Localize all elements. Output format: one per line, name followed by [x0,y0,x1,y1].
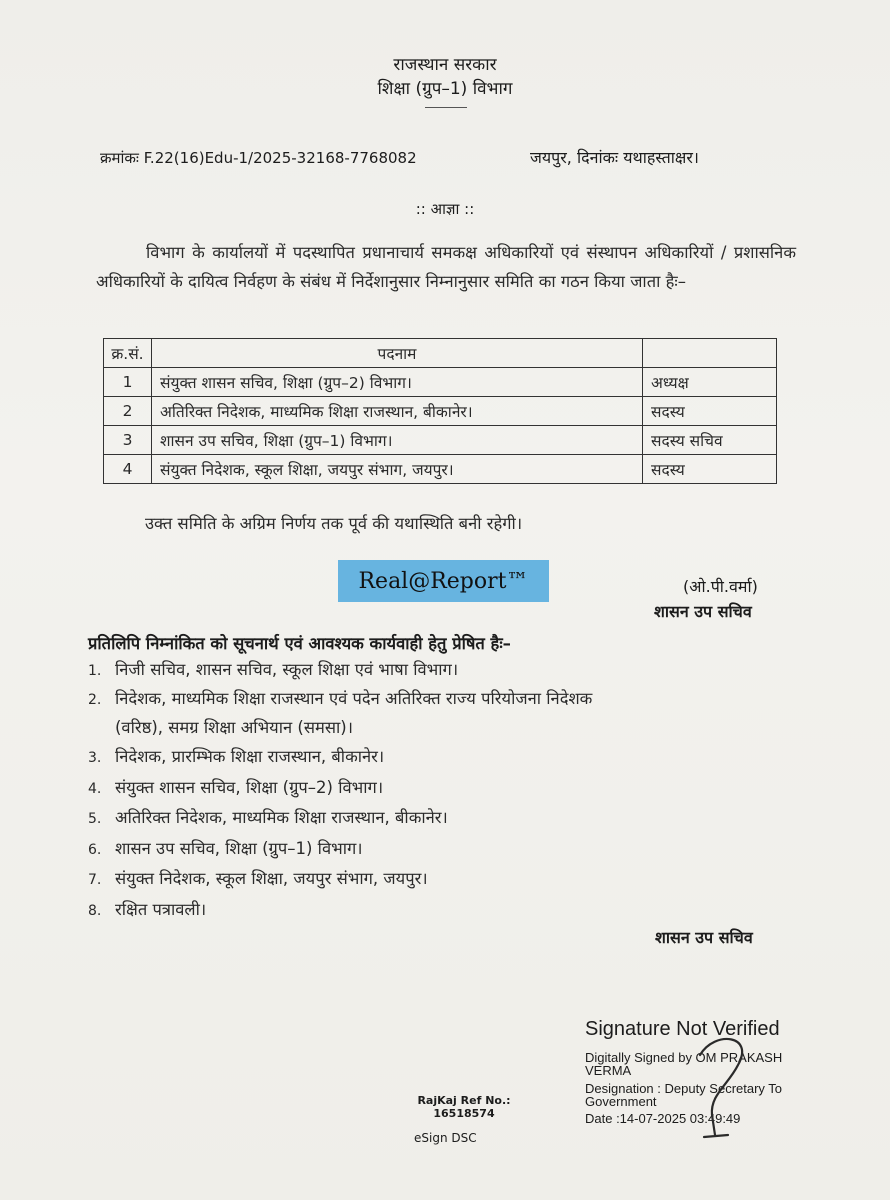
list-item-number: 3. [88,750,102,766]
government-heading: राजस्थान सरकार [393,55,497,75]
row-sno: 4 [104,455,152,484]
row-role: सदस्य सचिव [643,426,777,455]
row-sno: 3 [104,426,152,455]
reference-number [100,148,417,168]
row-designation: संयुक्त शासन सचिव, शिक्षा (ग्रुप–2) विभाग। [152,368,643,397]
list-item-text: निदेशक, प्रारम्भिक शिक्षा राजस्थान, बीकानेर। [115,747,385,766]
list-item [88,775,383,798]
list-item-number: 1. [88,663,102,679]
list-item-number: 5. [88,811,102,827]
department-heading: शिक्षा (ग्रुप–1) विभाग [377,79,513,99]
rajkaj-reference [404,1094,524,1120]
list-item-text: अतिरिक्त निदेशक, माध्यमिक शिक्षा राजस्थान, बीकानेर। [115,808,448,827]
row-sno: 1 [104,368,152,397]
footer-designation: शासन उप सचिव [655,928,753,947]
list-item-continuation: (वरिष्ठ), समग्र शिक्षा अभियान (समसा)। [115,718,353,737]
signature-detail-line: Digitally Signed by OM PRAKASH [585,1050,783,1065]
list-item-number: 6. [88,842,102,858]
list-item-text: शासन उप सचिव, शिक्षा (ग्रुप–1) विभाग। [115,839,363,858]
signatory-name: (ओ.पी.वर्मा) [683,577,758,596]
row-designation: संयुक्त निदेशक, स्कूल शिक्षा, जयपुर संभाग, जयपुर। [152,455,643,484]
list-item [88,897,206,920]
list-item-text: निदेशक, माध्यमिक शिक्षा राजस्थान एवं पदेन अतिरिक्त राज्य परियोजना निदेशक [115,689,593,708]
list-item [88,686,592,709]
order-body-paragraph: विभाग के कार्यालयों में पदस्थापित प्रधानाचार्य समकक्ष अधिकारियों एवं संस्थापन अधिकारियों / प्रशासनिक अधिकारियों के दायित्व निर्वहण के संबंध में निर्देशानुसार निम्नानुसार समिति का गठन किया जाता हैः– [96,243,796,291]
header-divider [425,107,467,108]
table-row [104,368,777,397]
copy-to-heading: प्रतिलिपि निम्नांकित को सूचनार्थ एवं आवश्यक कार्यवाही हेतु प्रेषित हैः– [88,634,511,653]
place-date: जयपुर, दिनांकः यथाहस्ताक्षर। [530,148,699,167]
list-item [88,836,363,859]
row-role: अध्यक्ष [643,368,777,397]
row-sno: 2 [104,397,152,426]
header-role [643,339,777,368]
list-item-number: 2. [88,692,102,708]
list-item-text: रक्षित पत्रावली। [115,900,207,919]
signature-detail-line: Date :14-07-2025 03:49:49 [585,1111,741,1126]
list-item-number: 7. [88,872,102,888]
row-designation: शासन उप सचिव, शिक्षा (ग्रुप–1) विभाग। [152,426,643,455]
signature-detail-line: Government [585,1094,657,1109]
watermark-badge: Real@Report™ [338,560,549,602]
signature-detail-line: VERMA [585,1063,632,1078]
signature-detail-line: Designation : Deputy Secretary To [585,1081,783,1096]
list-item-number: 4. [88,781,102,797]
list-item-number: 8. [88,903,102,919]
list-item [88,866,428,889]
list-item [88,744,384,767]
order-title: :: आज्ञा :: [415,200,475,218]
signatory-designation: शासन उप सचिव [654,602,752,621]
header-designation: पदनाम [152,339,643,368]
table-row [104,426,777,455]
table-header-row [104,339,777,368]
status-quo-line: उक्त समिति के अग्रिम निर्णय तक पूर्व की यथास्थिति बनी रहेगी। [145,514,523,533]
reference-label: क्रमांकः [100,149,139,167]
table-row [104,397,777,426]
rajkaj-ref-label: RajKaj Ref No.: [417,1094,511,1107]
reference-code: F.22(16)Edu-1/2025-32168-7768082 [143,149,417,167]
row-designation: अतिरिक्त निदेशक, माध्यमिक शिक्षा राजस्थान, बीकानेर। [152,397,643,426]
table-row [104,455,777,484]
esign-label: eSign DSC [414,1131,477,1145]
list-item [88,805,448,828]
header-sno: क्र.सं. [104,339,152,368]
list-item-text: संयुक्त शासन सचिव, शिक्षा (ग्रुप–2) विभाग। [115,778,384,797]
signature-status-title: Signature Not Verified [585,1018,780,1040]
list-item [88,657,458,680]
committee-table [103,338,777,484]
list-item-text: संयुक्त निदेशक, स्कूल शिक्षा, जयपुर संभाग, जयपुर। [115,869,428,888]
list-item-text: निजी सचिव, शासन सचिव, स्कूल शिक्षा एवं भाषा विभाग। [115,660,459,679]
row-role: सदस्य [643,455,777,484]
handwritten-signature-mark [660,1015,780,1165]
row-role: सदस्य [643,397,777,426]
rajkaj-ref-number: 16518574 [433,1107,495,1120]
